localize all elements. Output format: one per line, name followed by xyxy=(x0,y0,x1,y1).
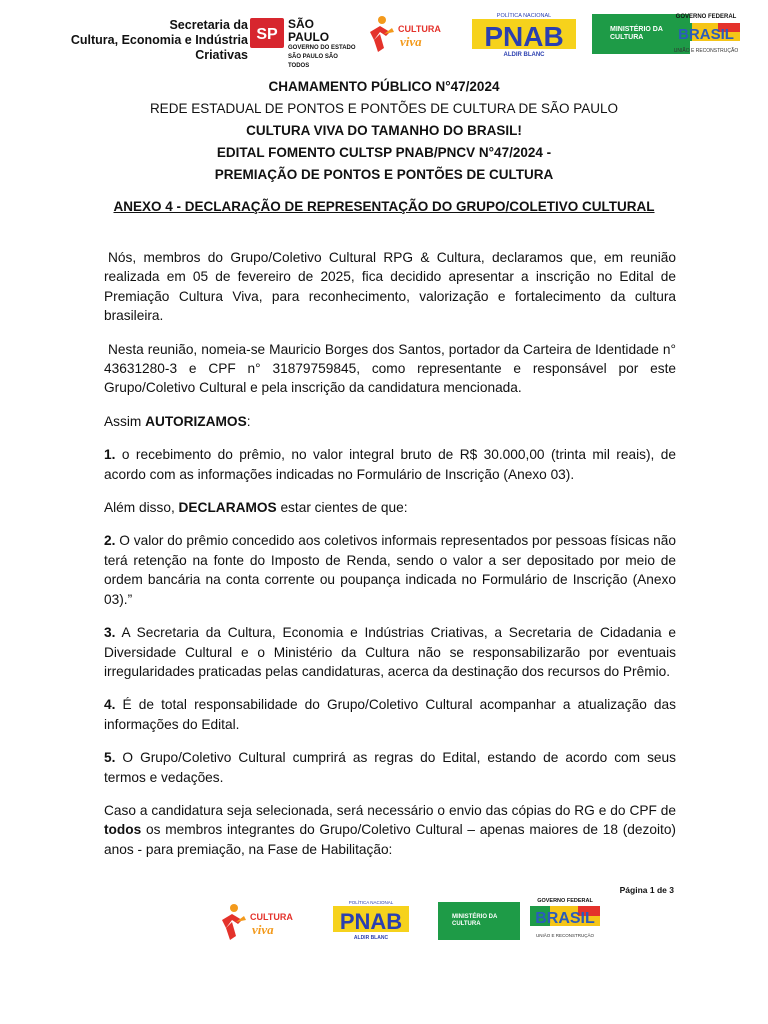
page-number xyxy=(560,885,674,895)
item-3-number: 3. xyxy=(104,625,116,641)
gov-top-label: GOVERNO FEDERAL xyxy=(675,14,737,20)
title-line2: REDE ESTADUAL DE PONTOS E PONTÕES DE CULTURA DE SÃO PAULO xyxy=(149,101,619,116)
brasil-wordmark-icon xyxy=(670,21,742,43)
paragraph-representative: Nesta reunião, nomeia-se Mauricio Borges dos Santos, portador da Carteira de Identidade n° 43631280-3 e CPF n° 31879759845, como representante e responsável por este Grupo/Coletivo Cultural e pela inscrição da candidatura mencionada. xyxy=(104,341,676,396)
item-4 xyxy=(104,695,676,734)
title-line1: CHAMAMENTO PÚBLICO N°47/2024 xyxy=(268,79,500,94)
cultura-viva-word1: CULTURA xyxy=(398,24,441,34)
item-5-number: 5. xyxy=(104,750,116,766)
gov-sub-label: UNIÃO E RECONSTRUÇÃO xyxy=(673,48,739,54)
item-2-number: 2. xyxy=(104,533,116,549)
selection-suffix: os membros integrantes do Grupo/Coletivo Cultural – apenas maiores de 18 (dezoito) anos - para premiação, na Fase de Habilitação: xyxy=(104,822,676,857)
footer-cultura-viva-word2: viva xyxy=(252,922,274,937)
paragraph-authorize xyxy=(104,412,676,431)
sao-paulo-government-logo xyxy=(288,18,358,71)
footer-governo-federal-logo xyxy=(528,898,602,938)
item-5-text: O Grupo/Coletivo Cultural cumprirá as regras do Edital, estando de acordo com seus termos e vedações. xyxy=(104,750,676,785)
authorize-prefix: Assim xyxy=(104,413,146,429)
title-line3: CULTURA VIVA DO TAMANHO DO BRASIL! xyxy=(246,123,522,138)
footer-brasil-wordmark-icon xyxy=(528,904,602,928)
sp-title: SÃO PAULO xyxy=(288,17,330,44)
title-line5: PREMIAÇÃO DE PONTOS E PONTÕES DE CULTURA xyxy=(214,167,554,182)
footer-pnab-top-label: POLÍTICA NACIONAL xyxy=(348,900,394,905)
page-prefix: Página xyxy=(619,885,650,895)
item-3 xyxy=(104,623,676,681)
pnab-main-label: PNAB xyxy=(484,21,564,52)
pnab-top-label: POLÍTICA NACIONAL xyxy=(496,13,552,19)
sp-sub1: GOVERNO DO ESTADO xyxy=(288,45,356,51)
page-separator: de xyxy=(654,885,670,895)
paragraph-declaration: Nós, membros do Grupo/Coletivo Cultural RPG & Cultura, declaramos que, em reunião realizada em 05 de fevereiro de 2025, fica decidido apresentar a inscrição no Edital de Premiação Cultura Viva, para reconhecimento, valorização e fortalecimento da cultura brasileira. xyxy=(104,250,676,324)
footer-ministerio-line1: MINISTÉRIO DA xyxy=(452,914,498,920)
gov-main-label: BRASIL xyxy=(678,26,734,43)
declare-prefix: Além disso, xyxy=(104,500,179,516)
ministerio-line1: MINISTÉRIO DA xyxy=(610,26,663,33)
footer-gov-sub-label: UNIÃO E RECONSTRUÇÃO xyxy=(535,933,594,938)
item-2-text: O valor do prêmio concedido aos coletivos informais representados por pessoas físicas não terá retenção na fonte do Imposto de Renda, sendo o valor a ser depositado por meio de ordem bancária na conta corrente ou poupança indicada no Formulário de Inscrição (Anexo 03).” xyxy=(104,533,676,607)
footer-ministerio-line2: CULTURA xyxy=(452,921,481,927)
item-1-text: o recebimento do prêmio, no valor integral bruto de R$ 30.000,00 (trinta mil reais), de acordo com as informações indicadas no Formulário de Inscrição (Anexo 03). xyxy=(104,447,676,482)
page-header xyxy=(0,0,768,70)
footer-gov-top-label: GOVERNO FEDERAL xyxy=(537,898,593,904)
authorize-suffix: : xyxy=(246,413,251,429)
document-title-block xyxy=(104,76,664,186)
secretaria-line1: Secretaria da xyxy=(169,18,248,32)
footer-ministerio-cultura-logo xyxy=(438,902,520,940)
ministerio-line2: CULTURA xyxy=(610,34,644,41)
item-1-number: 1. xyxy=(104,447,116,463)
authorize-keyword: AUTORIZAMOS xyxy=(145,413,247,429)
secretaria-line2: Cultura, Economia e Indústria Criativas xyxy=(70,33,248,62)
item-5 xyxy=(104,748,676,787)
sp-sub2: SÃO PAULO SÃO TODOS xyxy=(288,54,338,69)
page-current: 1 xyxy=(649,885,655,895)
footer-pnab-bottom-label: ALDIR BLANC xyxy=(353,935,389,941)
pnab-bottom-label: ALDIR BLANC xyxy=(503,52,545,58)
cultura-viva-logo xyxy=(360,12,450,56)
footer-cultura-viva-logo xyxy=(212,900,302,944)
footer-cultura-viva-word1: CULTURA xyxy=(250,912,293,922)
pnab-logo xyxy=(468,10,580,58)
selection-prefix: Caso a candidatura seja selecionada, será necessário o envio das cópias do RG e do CPF de xyxy=(104,802,676,818)
governo-federal-logo xyxy=(670,14,742,54)
title-line4: EDITAL FOMENTO CULTSP PNAB/PNCV N°47/2024 - xyxy=(216,145,552,160)
paragraph-declare xyxy=(104,498,676,517)
item-1 xyxy=(104,445,676,484)
paragraph-selection xyxy=(104,801,676,859)
selection-keyword: todos xyxy=(104,822,142,838)
footer-pnab-main-label: PNAB xyxy=(339,909,403,934)
sp-emblem-icon xyxy=(250,18,284,48)
document-body xyxy=(104,248,676,859)
item-4-text: É de total responsabilidade do Grupo/Coletivo Cultural acompanhar a atualização das informações do Edital. xyxy=(104,697,676,732)
item-2 xyxy=(104,531,676,609)
declare-suffix: estar cientes de que: xyxy=(276,500,408,516)
cultura-viva-word2: viva xyxy=(400,34,422,49)
secretaria-cultura-logo xyxy=(60,18,248,63)
footer-pnab-logo xyxy=(330,898,412,942)
item-3-text: A Secretaria da Cultura, Economia e Indústrias Criativas, a Secretaria de Cidadania e Diversidade Cultural e o Ministério da Cultura não se responsabilizarão por eventuais irregularidades praticadas pelas candidaturas, acerca da destinação dos recursos do Prêmio. xyxy=(104,625,676,679)
page-total: 3 xyxy=(669,885,674,895)
item-4-number: 4. xyxy=(104,697,116,713)
declare-keyword: DECLARAMOS xyxy=(178,500,277,516)
footer-gov-main-label: BRASIL xyxy=(535,910,595,927)
annex-heading: ANEXO 4 - DECLARAÇÃO DE REPRESENTAÇÃO DO GRUPO/COLETIVO CULTURAL xyxy=(113,199,655,214)
svg-text:SP: SP xyxy=(256,26,278,43)
